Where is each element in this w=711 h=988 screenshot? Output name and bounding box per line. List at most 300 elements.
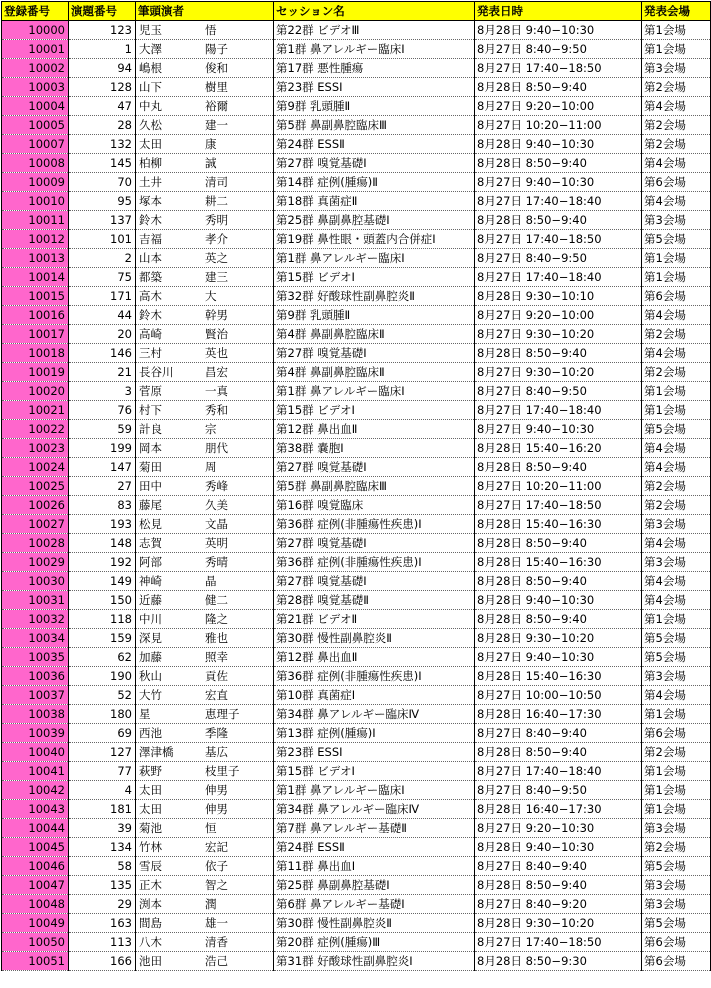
cell-first-author[interactable]	[136, 230, 274, 249]
cell-session[interactable]: 第12群 鼻出血Ⅱ	[274, 648, 475, 667]
cell-topic-no[interactable]: 83	[69, 496, 136, 515]
cell-first-author[interactable]	[136, 40, 274, 59]
cell-venue[interactable]: 第4会場	[642, 344, 711, 363]
cell-first-author[interactable]	[136, 78, 274, 97]
cell-datetime[interactable]: 8月27日 8:40−9:50	[475, 781, 642, 800]
cell-reg-no[interactable]: 10026	[2, 496, 69, 515]
cell-reg-no[interactable]: 10048	[2, 895, 69, 914]
cell-datetime[interactable]: 8月27日 17:40−18:50	[475, 496, 642, 515]
cell-topic-no[interactable]: 171	[69, 287, 136, 306]
cell-first-author[interactable]	[136, 401, 274, 420]
cell-first-author[interactable]	[136, 59, 274, 78]
cell-session[interactable]: 第1群 鼻アレルギー臨床Ⅰ	[274, 249, 475, 268]
cell-topic-no[interactable]: 166	[69, 952, 136, 971]
cell-datetime[interactable]: 8月28日 16:40−17:30	[475, 705, 642, 724]
cell-reg-no[interactable]: 10013	[2, 249, 69, 268]
cell-venue[interactable]: 第4会場	[642, 572, 711, 591]
cell-datetime[interactable]: 8月27日 9:40−10:30	[475, 173, 642, 192]
cell-reg-no[interactable]: 10019	[2, 363, 69, 382]
cell-venue[interactable]: 第2会場	[642, 838, 711, 857]
cell-session[interactable]: 第23群 ESSⅠ	[274, 78, 475, 97]
cell-datetime[interactable]: 8月28日 8:50−9:30	[475, 952, 642, 971]
cell-session[interactable]: 第5群 鼻副鼻腔臨床Ⅲ	[274, 116, 475, 135]
cell-datetime[interactable]: 8月27日 9:20−10:30	[475, 819, 642, 838]
cell-datetime[interactable]: 8月28日 8:50−9:40	[475, 344, 642, 363]
cell-first-author[interactable]	[136, 135, 274, 154]
cell-session[interactable]: 第5群 鼻副鼻腔臨床Ⅲ	[274, 477, 475, 496]
cell-reg-no[interactable]: 10024	[2, 458, 69, 477]
cell-first-author[interactable]	[136, 724, 274, 743]
cell-session[interactable]: 第1群 鼻アレルギー臨床Ⅰ	[274, 382, 475, 401]
cell-topic-no[interactable]: 2	[69, 249, 136, 268]
cell-first-author[interactable]	[136, 914, 274, 933]
cell-reg-no[interactable]: 10021	[2, 401, 69, 420]
cell-first-author[interactable]	[136, 496, 274, 515]
cell-topic-no[interactable]: 127	[69, 743, 136, 762]
cell-venue[interactable]: 第1会場	[642, 21, 711, 40]
cell-session[interactable]: 第27群 嗅覚基礎Ⅰ	[274, 458, 475, 477]
cell-reg-no[interactable]: 10036	[2, 667, 69, 686]
cell-reg-no[interactable]: 10030	[2, 572, 69, 591]
cell-session[interactable]: 第30群 慢性副鼻腔炎Ⅱ	[274, 914, 475, 933]
cell-first-author[interactable]	[136, 439, 274, 458]
cell-datetime[interactable]: 8月27日 17:40−18:40	[475, 762, 642, 781]
cell-datetime[interactable]: 8月28日 8:50−9:40	[475, 78, 642, 97]
cell-session[interactable]: 第11群 鼻出血Ⅰ	[274, 857, 475, 876]
cell-session[interactable]: 第27群 嗅覚基礎Ⅰ	[274, 154, 475, 173]
cell-first-author[interactable]	[136, 857, 274, 876]
cell-topic-no[interactable]: 163	[69, 914, 136, 933]
cell-reg-no[interactable]: 10018	[2, 344, 69, 363]
cell-datetime[interactable]: 8月28日 8:50−9:40	[475, 211, 642, 230]
cell-first-author[interactable]	[136, 306, 274, 325]
cell-datetime[interactable]: 8月28日 15:40−16:20	[475, 439, 642, 458]
cell-venue[interactable]: 第2会場	[642, 325, 711, 344]
cell-topic-no[interactable]: 95	[69, 192, 136, 211]
cell-topic-no[interactable]: 39	[69, 819, 136, 838]
cell-venue[interactable]: 第3会場	[642, 876, 711, 895]
cell-reg-no[interactable]: 10011	[2, 211, 69, 230]
cell-first-author[interactable]	[136, 572, 274, 591]
cell-session[interactable]: 第15群 ビデオⅠ	[274, 762, 475, 781]
cell-first-author[interactable]	[136, 477, 274, 496]
cell-datetime[interactable]: 8月28日 8:50−9:40	[475, 154, 642, 173]
cell-venue[interactable]: 第1会場	[642, 800, 711, 819]
cell-session[interactable]: 第7群 鼻アレルギー基礎Ⅱ	[274, 819, 475, 838]
cell-reg-no[interactable]: 10017	[2, 325, 69, 344]
cell-datetime[interactable]: 8月27日 9:40−10:30	[475, 648, 642, 667]
cell-datetime[interactable]: 8月27日 17:40−18:40	[475, 268, 642, 287]
cell-venue[interactable]: 第2会場	[642, 743, 711, 762]
cell-first-author[interactable]	[136, 743, 274, 762]
cell-first-author[interactable]	[136, 515, 274, 534]
cell-topic-no[interactable]: 181	[69, 800, 136, 819]
cell-first-author[interactable]	[136, 838, 274, 857]
cell-reg-no[interactable]: 10022	[2, 420, 69, 439]
cell-topic-no[interactable]: 193	[69, 515, 136, 534]
cell-reg-no[interactable]: 10005	[2, 116, 69, 135]
cell-venue[interactable]: 第3会場	[642, 515, 711, 534]
cell-datetime[interactable]: 8月27日 8:40−9:50	[475, 249, 642, 268]
cell-venue[interactable]: 第5会場	[642, 648, 711, 667]
cell-session[interactable]: 第16群 嗅覚臨床	[274, 496, 475, 515]
cell-reg-no[interactable]: 10051	[2, 952, 69, 971]
cell-first-author[interactable]	[136, 173, 274, 192]
cell-datetime[interactable]: 8月28日 9:40−10:30	[475, 591, 642, 610]
cell-topic-no[interactable]: 69	[69, 724, 136, 743]
cell-topic-no[interactable]: 145	[69, 154, 136, 173]
cell-datetime[interactable]: 8月27日 9:30−10:20	[475, 325, 642, 344]
cell-first-author[interactable]	[136, 648, 274, 667]
cell-topic-no[interactable]: 134	[69, 838, 136, 857]
cell-topic-no[interactable]: 128	[69, 78, 136, 97]
cell-datetime[interactable]: 8月27日 10:20−11:00	[475, 477, 642, 496]
cell-datetime[interactable]: 8月27日 8:40−9:20	[475, 895, 642, 914]
cell-datetime[interactable]: 8月28日 9:30−10:10	[475, 287, 642, 306]
cell-venue[interactable]: 第4会場	[642, 154, 711, 173]
cell-venue[interactable]: 第2会場	[642, 135, 711, 154]
cell-topic-no[interactable]: 135	[69, 876, 136, 895]
cell-reg-no[interactable]: 10041	[2, 762, 69, 781]
cell-venue[interactable]: 第4会場	[642, 439, 711, 458]
cell-venue[interactable]: 第2会場	[642, 496, 711, 515]
cell-session[interactable]: 第30群 慢性副鼻腔炎Ⅱ	[274, 629, 475, 648]
cell-datetime[interactable]: 8月28日 15:40−16:30	[475, 667, 642, 686]
cell-topic-no[interactable]: 137	[69, 211, 136, 230]
cell-session[interactable]: 第14群 症例(腫瘍)Ⅱ	[274, 173, 475, 192]
cell-topic-no[interactable]: 199	[69, 439, 136, 458]
cell-topic-no[interactable]: 94	[69, 59, 136, 78]
cell-topic-no[interactable]: 58	[69, 857, 136, 876]
cell-first-author[interactable]	[136, 534, 274, 553]
cell-venue[interactable]: 第2会場	[642, 477, 711, 496]
cell-first-author[interactable]	[136, 458, 274, 477]
cell-datetime[interactable]: 8月28日 9:40−10:30	[475, 135, 642, 154]
cell-session[interactable]: 第25群 鼻副鼻腔基礎Ⅰ	[274, 211, 475, 230]
cell-first-author[interactable]	[136, 952, 274, 971]
cell-reg-no[interactable]: 10000	[2, 21, 69, 40]
cell-venue[interactable]: 第6会場	[642, 287, 711, 306]
cell-reg-no[interactable]: 10012	[2, 230, 69, 249]
cell-reg-no[interactable]: 10045	[2, 838, 69, 857]
cell-session[interactable]: 第27群 嗅覚基礎Ⅰ	[274, 572, 475, 591]
cell-topic-no[interactable]: 21	[69, 363, 136, 382]
cell-first-author[interactable]	[136, 762, 274, 781]
cell-topic-no[interactable]: 44	[69, 306, 136, 325]
cell-datetime[interactable]: 8月28日 8:50−9:40	[475, 458, 642, 477]
cell-session[interactable]: 第36群 症例(非腫瘍性疾患)Ⅰ	[274, 667, 475, 686]
cell-session[interactable]: 第25群 鼻副鼻腔基礎Ⅰ	[274, 876, 475, 895]
cell-session[interactable]: 第4群 鼻副鼻腔臨床Ⅱ	[274, 325, 475, 344]
cell-venue[interactable]: 第2会場	[642, 363, 711, 382]
cell-datetime[interactable]: 8月27日 8:40−9:40	[475, 724, 642, 743]
cell-reg-no[interactable]: 10037	[2, 686, 69, 705]
cell-first-author[interactable]	[136, 819, 274, 838]
cell-reg-no[interactable]: 10004	[2, 97, 69, 116]
cell-datetime[interactable]: 8月27日 9:20−10:00	[475, 97, 642, 116]
cell-reg-no[interactable]: 10031	[2, 591, 69, 610]
cell-first-author[interactable]	[136, 116, 274, 135]
cell-datetime[interactable]: 8月27日 9:20−10:00	[475, 306, 642, 325]
cell-session[interactable]: 第6群 鼻アレルギー基礎Ⅰ	[274, 895, 475, 914]
cell-session[interactable]: 第19群 鼻性眼・頭蓋内合併症Ⅰ	[274, 230, 475, 249]
cell-venue[interactable]: 第1会場	[642, 705, 711, 724]
cell-first-author[interactable]	[136, 933, 274, 952]
cell-topic-no[interactable]: 75	[69, 268, 136, 287]
cell-venue[interactable]: 第1会場	[642, 610, 711, 629]
cell-datetime[interactable]: 8月28日 9:30−10:20	[475, 914, 642, 933]
cell-datetime[interactable]: 8月28日 9:40−10:30	[475, 21, 642, 40]
cell-venue[interactable]: 第3会場	[642, 59, 711, 78]
cell-datetime[interactable]: 8月28日 15:40−16:30	[475, 515, 642, 534]
cell-venue[interactable]: 第3会場	[642, 553, 711, 572]
cell-venue[interactable]: 第5会場	[642, 420, 711, 439]
cell-venue[interactable]: 第1会場	[642, 268, 711, 287]
cell-datetime[interactable]: 8月28日 16:40−17:30	[475, 800, 642, 819]
cell-topic-no[interactable]: 77	[69, 762, 136, 781]
cell-session[interactable]: 第27群 嗅覚基礎Ⅰ	[274, 534, 475, 553]
cell-reg-no[interactable]: 10039	[2, 724, 69, 743]
cell-topic-no[interactable]: 180	[69, 705, 136, 724]
cell-first-author[interactable]	[136, 629, 274, 648]
cell-topic-no[interactable]: 190	[69, 667, 136, 686]
cell-reg-no[interactable]: 10049	[2, 914, 69, 933]
cell-first-author[interactable]	[136, 97, 274, 116]
cell-venue[interactable]: 第1会場	[642, 781, 711, 800]
cell-reg-no[interactable]: 10009	[2, 173, 69, 192]
cell-first-author[interactable]	[136, 800, 274, 819]
cell-topic-no[interactable]: 4	[69, 781, 136, 800]
cell-topic-no[interactable]: 148	[69, 534, 136, 553]
cell-datetime[interactable]: 8月27日 8:40−9:40	[475, 857, 642, 876]
cell-session[interactable]: 第20群 症例(腫瘍)Ⅲ	[274, 933, 475, 952]
cell-first-author[interactable]	[136, 154, 274, 173]
cell-session[interactable]: 第31群 好酸球性副鼻腔炎Ⅰ	[274, 952, 475, 971]
cell-venue[interactable]: 第1会場	[642, 382, 711, 401]
cell-topic-no[interactable]: 1	[69, 40, 136, 59]
cell-session[interactable]: 第27群 嗅覚基礎Ⅰ	[274, 344, 475, 363]
cell-reg-no[interactable]: 10038	[2, 705, 69, 724]
cell-topic-no[interactable]: 3	[69, 382, 136, 401]
cell-first-author[interactable]	[136, 667, 274, 686]
cell-datetime[interactable]: 8月28日 9:40−10:30	[475, 838, 642, 857]
cell-session[interactable]: 第36群 症例(非腫瘍性疾患)Ⅰ	[274, 515, 475, 534]
cell-datetime[interactable]: 8月28日 15:40−16:30	[475, 553, 642, 572]
cell-venue[interactable]: 第4会場	[642, 591, 711, 610]
cell-venue[interactable]: 第1会場	[642, 249, 711, 268]
cell-reg-no[interactable]: 10042	[2, 781, 69, 800]
cell-venue[interactable]: 第2会場	[642, 78, 711, 97]
cell-venue[interactable]: 第1会場	[642, 762, 711, 781]
cell-topic-no[interactable]: 27	[69, 477, 136, 496]
cell-first-author[interactable]	[136, 249, 274, 268]
cell-session[interactable]: 第28群 嗅覚基礎Ⅱ	[274, 591, 475, 610]
cell-venue[interactable]: 第3会場	[642, 895, 711, 914]
cell-first-author[interactable]	[136, 21, 274, 40]
cell-reg-no[interactable]: 10029	[2, 553, 69, 572]
cell-datetime[interactable]: 8月27日 10:00−10:50	[475, 686, 642, 705]
cell-reg-no[interactable]: 10007	[2, 135, 69, 154]
cell-session[interactable]: 第34群 鼻アレルギー臨床Ⅳ	[274, 800, 475, 819]
cell-datetime[interactable]: 8月27日 8:40−9:50	[475, 40, 642, 59]
cell-reg-no[interactable]: 10016	[2, 306, 69, 325]
cell-first-author[interactable]	[136, 686, 274, 705]
cell-session[interactable]: 第1群 鼻アレルギー臨床Ⅰ	[274, 781, 475, 800]
cell-first-author[interactable]	[136, 363, 274, 382]
cell-datetime[interactable]: 8月28日 8:50−9:40	[475, 534, 642, 553]
cell-session[interactable]: 第24群 ESSⅡ	[274, 135, 475, 154]
cell-reg-no[interactable]: 10047	[2, 876, 69, 895]
cell-venue[interactable]: 第4会場	[642, 97, 711, 116]
cell-session[interactable]: 第34群 鼻アレルギー臨床Ⅳ	[274, 705, 475, 724]
cell-venue[interactable]: 第4会場	[642, 534, 711, 553]
cell-datetime[interactable]: 8月27日 10:20−11:00	[475, 116, 642, 135]
cell-first-author[interactable]	[136, 382, 274, 401]
cell-topic-no[interactable]: 101	[69, 230, 136, 249]
cell-session[interactable]: 第23群 ESSⅠ	[274, 743, 475, 762]
cell-venue[interactable]: 第3会場	[642, 667, 711, 686]
cell-session[interactable]: 第24群 ESSⅡ	[274, 838, 475, 857]
cell-reg-no[interactable]: 10044	[2, 819, 69, 838]
cell-session[interactable]: 第17群 悪性腫瘍	[274, 59, 475, 78]
cell-first-author[interactable]	[136, 591, 274, 610]
cell-session[interactable]: 第32群 好酸球性副鼻腔炎Ⅱ	[274, 287, 475, 306]
cell-session[interactable]: 第1群 鼻アレルギー臨床Ⅰ	[274, 40, 475, 59]
cell-topic-no[interactable]: 132	[69, 135, 136, 154]
cell-datetime[interactable]: 8月27日 17:40−18:50	[475, 230, 642, 249]
cell-reg-no[interactable]: 10025	[2, 477, 69, 496]
cell-topic-no[interactable]: 28	[69, 116, 136, 135]
cell-topic-no[interactable]: 149	[69, 572, 136, 591]
cell-venue[interactable]: 第4会場	[642, 306, 711, 325]
cell-venue[interactable]: 第4会場	[642, 192, 711, 211]
cell-datetime[interactable]: 8月28日 8:50−9:40	[475, 610, 642, 629]
cell-topic-no[interactable]: 146	[69, 344, 136, 363]
cell-reg-no[interactable]: 10028	[2, 534, 69, 553]
cell-venue[interactable]: 第5会場	[642, 857, 711, 876]
cell-session[interactable]: 第13群 症例(腫瘍)Ⅰ	[274, 724, 475, 743]
cell-first-author[interactable]	[136, 192, 274, 211]
cell-session[interactable]: 第22群 ビデオⅢ	[274, 21, 475, 40]
cell-first-author[interactable]	[136, 781, 274, 800]
cell-reg-no[interactable]: 10020	[2, 382, 69, 401]
cell-venue[interactable]: 第6会場	[642, 173, 711, 192]
cell-first-author[interactable]	[136, 344, 274, 363]
cell-venue[interactable]: 第1会場	[642, 401, 711, 420]
cell-session[interactable]: 第15群 ビデオⅠ	[274, 268, 475, 287]
cell-datetime[interactable]: 8月28日 8:50−9:40	[475, 876, 642, 895]
cell-venue[interactable]: 第4会場	[642, 686, 711, 705]
cell-topic-no[interactable]: 52	[69, 686, 136, 705]
cell-session[interactable]: 第12群 鼻出血Ⅱ	[274, 420, 475, 439]
cell-reg-no[interactable]: 10010	[2, 192, 69, 211]
cell-session[interactable]: 第9群 乳頭腫Ⅱ	[274, 306, 475, 325]
cell-datetime[interactable]: 8月28日 8:50−9:40	[475, 743, 642, 762]
cell-reg-no[interactable]: 10032	[2, 610, 69, 629]
cell-session[interactable]: 第38群 嚢胞Ⅰ	[274, 439, 475, 458]
cell-reg-no[interactable]: 10043	[2, 800, 69, 819]
cell-venue[interactable]: 第5会場	[642, 914, 711, 933]
cell-topic-no[interactable]: 29	[69, 895, 136, 914]
cell-venue[interactable]: 第1会場	[642, 40, 711, 59]
cell-reg-no[interactable]: 10015	[2, 287, 69, 306]
cell-datetime[interactable]: 8月27日 8:40−9:50	[475, 382, 642, 401]
cell-topic-no[interactable]: 76	[69, 401, 136, 420]
cell-first-author[interactable]	[136, 211, 274, 230]
cell-reg-no[interactable]: 10050	[2, 933, 69, 952]
cell-reg-no[interactable]: 10008	[2, 154, 69, 173]
cell-topic-no[interactable]: 47	[69, 97, 136, 116]
cell-topic-no[interactable]: 62	[69, 648, 136, 667]
cell-reg-no[interactable]: 10001	[2, 40, 69, 59]
cell-first-author[interactable]	[136, 420, 274, 439]
cell-datetime[interactable]: 8月27日 9:40−10:30	[475, 420, 642, 439]
cell-datetime[interactable]: 8月28日 8:50−9:40	[475, 572, 642, 591]
cell-topic-no[interactable]: 113	[69, 933, 136, 952]
cell-first-author[interactable]	[136, 876, 274, 895]
cell-topic-no[interactable]: 123	[69, 21, 136, 40]
cell-first-author[interactable]	[136, 895, 274, 914]
cell-session[interactable]: 第4群 鼻副鼻腔臨床Ⅱ	[274, 363, 475, 382]
cell-session[interactable]: 第10群 真菌症Ⅰ	[274, 686, 475, 705]
cell-datetime[interactable]: 8月27日 17:40−18:40	[475, 192, 642, 211]
cell-topic-no[interactable]: 150	[69, 591, 136, 610]
cell-topic-no[interactable]: 192	[69, 553, 136, 572]
cell-venue[interactable]: 第6会場	[642, 952, 711, 971]
cell-venue[interactable]: 第2会場	[642, 116, 711, 135]
cell-reg-no[interactable]: 10003	[2, 78, 69, 97]
cell-first-author[interactable]	[136, 325, 274, 344]
cell-reg-no[interactable]: 10046	[2, 857, 69, 876]
cell-venue[interactable]: 第6会場	[642, 933, 711, 952]
cell-session[interactable]: 第18群 真菌症Ⅱ	[274, 192, 475, 211]
cell-datetime[interactable]: 8月27日 17:40−18:50	[475, 933, 642, 952]
cell-datetime[interactable]: 8月27日 17:40−18:40	[475, 401, 642, 420]
cell-first-author[interactable]	[136, 553, 274, 572]
cell-topic-no[interactable]: 70	[69, 173, 136, 192]
cell-reg-no[interactable]: 10014	[2, 268, 69, 287]
cell-reg-no[interactable]: 10023	[2, 439, 69, 458]
cell-datetime[interactable]: 8月27日 9:30−10:20	[475, 363, 642, 382]
cell-topic-no[interactable]: 20	[69, 325, 136, 344]
cell-session[interactable]: 第21群 ビデオⅡ	[274, 610, 475, 629]
cell-venue[interactable]: 第3会場	[642, 819, 711, 838]
cell-reg-no[interactable]: 10027	[2, 515, 69, 534]
cell-first-author[interactable]	[136, 705, 274, 724]
cell-session[interactable]: 第9群 乳頭腫Ⅱ	[274, 97, 475, 116]
cell-venue[interactable]: 第4会場	[642, 458, 711, 477]
cell-datetime[interactable]: 8月27日 17:40−18:50	[475, 59, 642, 78]
cell-reg-no[interactable]: 10040	[2, 743, 69, 762]
cell-reg-no[interactable]: 10035	[2, 648, 69, 667]
cell-reg-no[interactable]: 10002	[2, 59, 69, 78]
cell-topic-no[interactable]: 59	[69, 420, 136, 439]
cell-first-author[interactable]	[136, 610, 274, 629]
cell-topic-no[interactable]: 159	[69, 629, 136, 648]
cell-first-author[interactable]	[136, 268, 274, 287]
cell-session[interactable]: 第36群 症例(非腫瘍性疾患)Ⅰ	[274, 553, 475, 572]
cell-datetime[interactable]: 8月28日 9:30−10:20	[475, 629, 642, 648]
cell-venue[interactable]: 第3会場	[642, 211, 711, 230]
cell-venue[interactable]: 第5会場	[642, 230, 711, 249]
cell-session[interactable]: 第15群 ビデオⅠ	[274, 401, 475, 420]
cell-venue[interactable]: 第5会場	[642, 629, 711, 648]
cell-first-author[interactable]	[136, 287, 274, 306]
cell-venue[interactable]: 第6会場	[642, 724, 711, 743]
cell-topic-no[interactable]: 118	[69, 610, 136, 629]
cell-topic-no[interactable]: 147	[69, 458, 136, 477]
cell-reg-no[interactable]: 10034	[2, 629, 69, 648]
